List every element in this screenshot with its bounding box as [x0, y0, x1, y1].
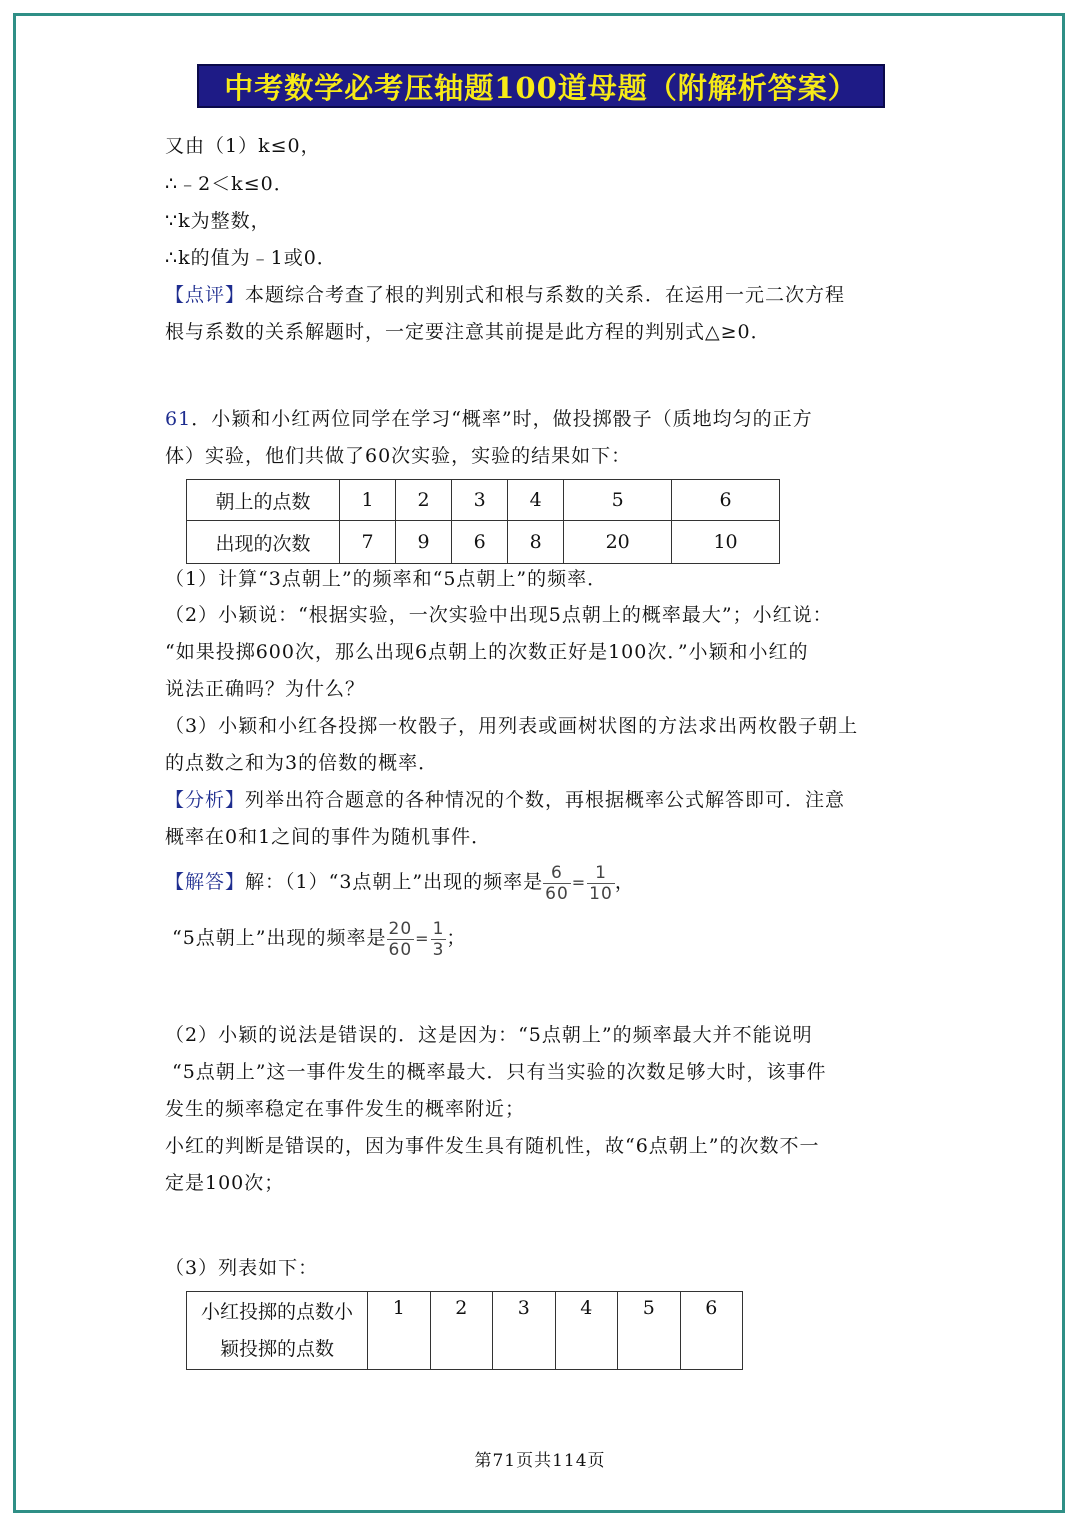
- table-cell: 4: [508, 480, 564, 521]
- analysis-text: 列举出符合题意的各种情况的个数，再根据概率公式解答即可．注意: [245, 789, 846, 811]
- table-cell: 1: [340, 480, 396, 521]
- text-line: 体）实验，他们共做了60次实验，实验的结果如下：: [165, 445, 632, 467]
- numerator: 6: [543, 863, 571, 884]
- text-line: 又由（1）k≤0，: [165, 135, 321, 157]
- problem-number: 61: [165, 408, 192, 430]
- answer-text: “5点朝上”出现的频率是: [172, 927, 387, 949]
- table-cell: 6: [672, 480, 780, 521]
- text-line: ∴k的值为﹣1或0．: [165, 247, 337, 269]
- table-cell: 4: [555, 1292, 618, 1370]
- text-line: “5点朝上”这一事件发生的概率最大．只有当实验的次数足够大时，该事件: [172, 1061, 827, 1083]
- table-cell: 3: [493, 1292, 556, 1370]
- table-cell: 5: [618, 1292, 681, 1370]
- answer-text: 解：（1）“3点朝上”出现的频率是: [245, 871, 544, 893]
- table-row: [187, 521, 780, 564]
- numerator: 20: [388, 918, 413, 939]
- text-line: ∴﹣2＜k≤0．: [165, 173, 294, 195]
- title-banner: [197, 64, 885, 108]
- analysis-tag: 【分析】: [165, 789, 246, 811]
- question-3: （3）小颖和小红各投掷一枚骰子，用列表或画树状图的方法求出两枚骰子朝上: [165, 715, 859, 737]
- text-line: 说法正确吗？为什么？: [165, 678, 366, 700]
- fraction: [587, 863, 615, 904]
- table-cell: 10: [672, 521, 780, 564]
- table-cell: 出现的次数: [187, 521, 340, 564]
- text-line: 发生的频率稳定在事件发生的概率附近；: [165, 1098, 526, 1120]
- text-line: 概率在0和1之间的事件为随机事件．: [165, 826, 492, 848]
- solution-tag: 【解答】: [165, 871, 246, 893]
- table-cell: 9: [396, 521, 452, 564]
- table-cell: 2: [396, 480, 452, 521]
- problem-text: ．小颖和小红两位同学在学习“概率”时，做投掷骰子（质地均匀的正方: [191, 408, 813, 430]
- table-header-cell: [187, 1292, 368, 1370]
- header-top: 小红投掷的点数小: [200, 1301, 353, 1323]
- analysis-paragraph: [165, 788, 845, 812]
- fraction: [543, 863, 571, 904]
- table-cell: 7: [340, 521, 396, 564]
- text-line: 定是100次；: [165, 1172, 285, 1194]
- denominator: 3: [432, 939, 445, 960]
- comment-tag: 【点评】: [165, 284, 246, 306]
- text-line: “如果投掷600次，那么出现6点朝上的次数正好是100次．”小颖和小红的: [165, 641, 809, 663]
- table-cell: 朝上的点数: [187, 480, 340, 521]
- fraction: [431, 919, 447, 960]
- outcome-table: [186, 1291, 743, 1370]
- table-cell: 8: [508, 521, 564, 564]
- punctuation: ；: [446, 927, 467, 949]
- equals-sign: =: [415, 929, 430, 948]
- table-row: [187, 1292, 743, 1370]
- table-cell: 3: [452, 480, 508, 521]
- table-row: [187, 480, 780, 521]
- text-line: 的点数之和为3的倍数的概率．: [165, 752, 439, 774]
- text-line: 小红的判断是错误的，因为事件发生具有随机性，故“6点朝上”的次数不一: [165, 1135, 820, 1157]
- comment-text: 本题综合考查了根的判别式和根与系数的关系．在运用一元二次方程: [245, 284, 846, 306]
- page-title: 中考数学必考压轴题100道母题（附解析答案）: [224, 70, 858, 105]
- numerator: 1: [587, 863, 615, 884]
- problem-statement: [165, 407, 813, 431]
- equals-sign: =: [571, 873, 587, 892]
- page-footer: 第71页共114页: [474, 1451, 606, 1471]
- denominator: 10: [589, 883, 613, 904]
- denominator: 60: [545, 883, 569, 904]
- table-cell: 5: [564, 480, 672, 521]
- frequency-table: [186, 479, 780, 564]
- table-cell: 6: [680, 1292, 743, 1370]
- answer-1: [165, 860, 635, 905]
- table-cell: 1: [368, 1292, 431, 1370]
- table-cell: 6: [452, 521, 508, 564]
- question-2: （2）小颖说：“根据实验，一次实验中出现5点朝上的概率最大”；小红说：: [165, 604, 833, 626]
- answer-3: （3）列表如下：: [165, 1257, 319, 1279]
- answer-1b: [172, 916, 466, 961]
- header-bottom: 颖投掷的点数: [219, 1338, 334, 1360]
- table-cell: 2: [430, 1292, 493, 1370]
- denominator: 60: [388, 939, 413, 960]
- table-cell: 20: [564, 521, 672, 564]
- question-1: （1）计算“3点朝上”的频率和“5点朝上”的频率．: [165, 568, 608, 590]
- numerator: 1: [432, 918, 445, 939]
- answer-2: （2）小颖的说法是错误的．这是因为：“5点朝上”的频率最大并不能说明: [165, 1024, 813, 1046]
- text-line: 根与系数的关系解题时，一定要注意其前提是此方程的判别式△≥0．: [165, 321, 771, 343]
- text-line: ∵k为整数，: [165, 210, 271, 232]
- comment-paragraph: [165, 283, 845, 307]
- fraction: [387, 919, 415, 960]
- punctuation: ，: [614, 871, 635, 893]
